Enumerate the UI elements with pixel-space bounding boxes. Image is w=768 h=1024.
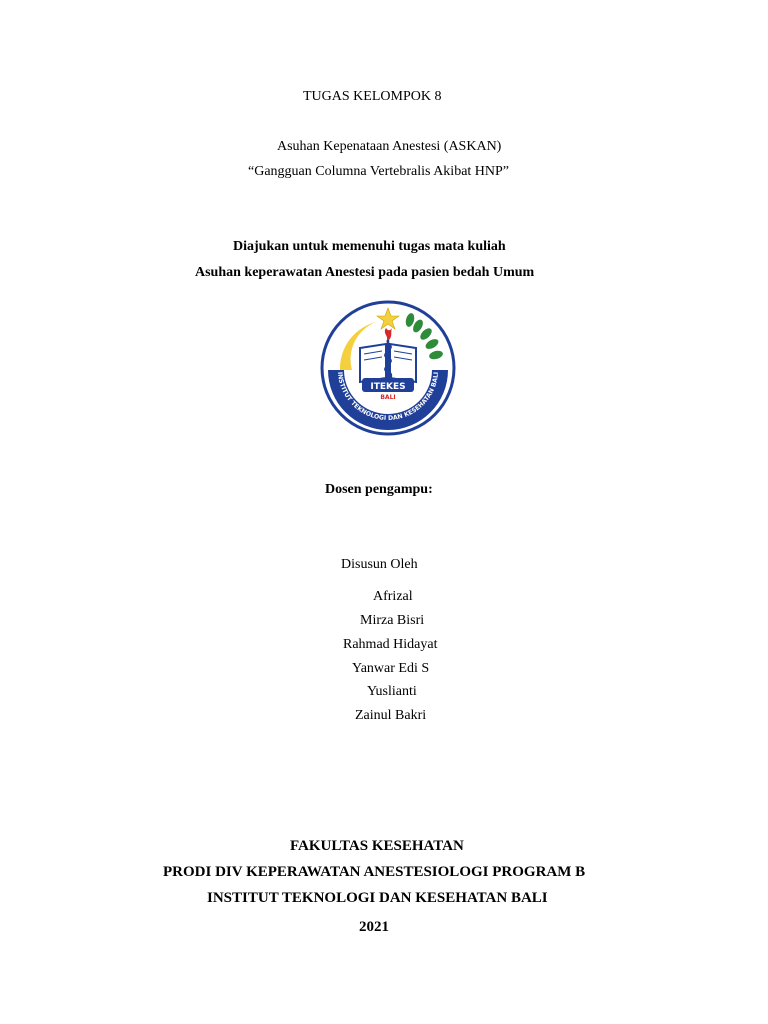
program-name: PRODI DIV KEPERAWATAN ANESTESIOLOGI PROGRAM B xyxy=(163,864,586,880)
author-name: Mirza Bisri xyxy=(360,613,425,628)
logo-ring-text: INSTITUT TEKNOLOGI DAN KESEHATAN BALI xyxy=(336,371,440,423)
year: 2021 xyxy=(359,919,389,935)
logo-abbr: ITEKES xyxy=(370,382,406,392)
author-name: Afrizal xyxy=(373,589,413,604)
author-name: Yuslianti xyxy=(367,684,417,699)
purpose-line-2: Asuhan keperawatan Anestesi pada pasien bedah Umum xyxy=(195,265,535,280)
group-title: TUGAS KELOMPOK 8 xyxy=(303,89,442,104)
author-name: Rahmad Hidayat xyxy=(343,637,438,652)
course-title: Asuhan Kepenataan Anestesi (ASKAN) xyxy=(277,139,502,154)
topic-title: “Gangguan Columna Vertebralis Akibat HNP” xyxy=(248,164,510,179)
lecturer-label: Dosen pengampu: xyxy=(325,482,433,497)
institution-name: INSTITUT TEKNOLOGI DAN KESEHATAN BALI xyxy=(207,890,548,906)
logo-city: BALI xyxy=(380,394,396,401)
compiled-by-label: Disusun Oleh xyxy=(341,557,418,572)
author-name: Yanwar Edi S xyxy=(352,661,430,676)
itekes-logo xyxy=(320,300,456,436)
faculty-name: FAKULTAS KESEHATAN xyxy=(290,838,464,854)
author-name: Zainul Bakri xyxy=(355,708,427,723)
purpose-line-1: Diajukan untuk memenuhi tugas mata kuliah xyxy=(233,239,506,254)
